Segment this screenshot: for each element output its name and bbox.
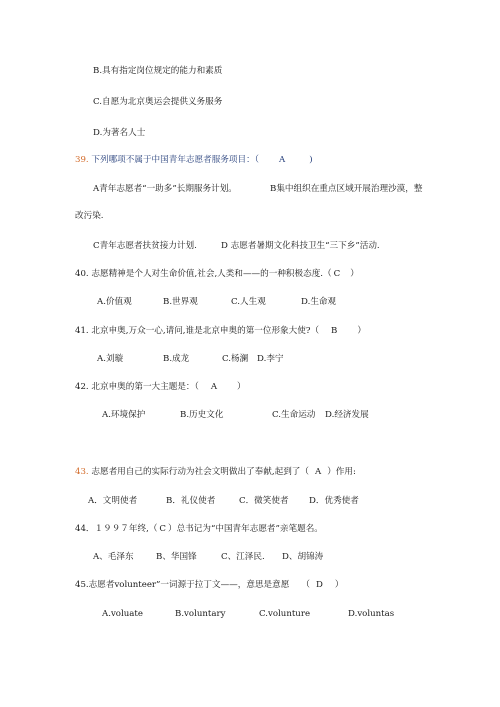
q39-option-b-cont: 改污染. — [75, 211, 104, 221]
q38-option-d: D.为著名人士 — [93, 128, 146, 138]
q39-option-a: A青年志愿者“一助多”长期服务计划。 — [93, 184, 237, 194]
q41-close: ） — [357, 326, 366, 336]
q40-answer: C — [333, 269, 341, 279]
q42-option-b: B.历史文化 — [180, 410, 224, 420]
q39-option-d: D 志愿者暑期文化科技卫生“三下乡”活动. — [221, 241, 380, 251]
q43-question — [75, 467, 356, 478]
q43-option-d: D．优秀使者 — [309, 496, 359, 506]
q44-option-d: D、胡锦涛 — [282, 552, 324, 562]
q41-text: 41. 北京申奥,万众一心,请问,谁是北京申奥的第一位形象大使?（ — [75, 326, 320, 336]
q40-text: 40. 志愿精神是个人对生命价值,社会,人类和——的一种积极态度.（ — [75, 269, 332, 279]
q41-answer: B — [331, 326, 338, 336]
q45-close: ） — [334, 580, 344, 590]
q43-option-c: C．微笑使者 — [239, 496, 289, 506]
q45-text: 45.志愿者volunteer”一词源于拉丁文——，意思是意愿 — [75, 580, 290, 590]
q43-answer: A — [314, 467, 322, 477]
q39-text: 下列哪项不属于中国青年志愿者服务项目：（ — [88, 155, 259, 165]
q40-close: ） — [350, 269, 359, 279]
q45-question — [75, 580, 343, 591]
q39-number: 39. — [75, 155, 89, 165]
q45-answer: D — [315, 580, 323, 590]
q45-option-d: D.voluntas — [348, 609, 395, 619]
q44-text: 44．１９９７年终,（ — [75, 524, 158, 534]
q45-option-b: B.voluntary — [175, 609, 226, 619]
q43-close: ）作用: — [327, 467, 356, 477]
q38-option-b: B.具有指定岗位规定的能力和素质 — [93, 66, 223, 76]
q43-option-a: A．文明使者 — [88, 496, 138, 506]
q40-option-c: C.人生观 — [231, 297, 266, 307]
q40-question — [75, 269, 359, 280]
q40-option-a: A.价值观 — [97, 297, 132, 307]
q39-question — [75, 155, 313, 166]
q45-option-c: C.volunture — [259, 609, 311, 619]
q44-answer: C — [159, 524, 166, 534]
q44-option-a: A、毛泽东 — [93, 552, 134, 562]
q41-option-d: D.李宁 — [257, 354, 284, 364]
q45-option-a: A.voluate — [102, 609, 143, 619]
q43-text: 志愿者用自己的实际行动为社会文明做出了奉献,起到了（ — [88, 467, 309, 477]
q43-number: 43. — [75, 467, 89, 477]
q41-option-c: C.杨澜 — [222, 354, 249, 364]
q42-close: ） — [237, 382, 246, 392]
q40-option-b: B.世界观 — [163, 297, 198, 307]
q42-answer: A — [210, 382, 218, 392]
q39-option-c: C青年志愿者扶贫接力计划. — [93, 241, 197, 251]
q45-paren-open: （ — [301, 580, 310, 590]
q42-option-d: D.经济发展 — [325, 410, 369, 420]
q44-text-rest: ）总书记为“中国青年志愿者”亲笔题名。 — [168, 524, 323, 534]
q42-option-a: A.环境保护 — [102, 410, 146, 420]
q41-option-b: B.成龙 — [163, 354, 190, 364]
q44-question — [75, 524, 323, 535]
q39-answer: A — [278, 155, 286, 165]
q41-question — [75, 326, 366, 337]
q41-option-a: A.刘璇 — [97, 354, 124, 364]
q43-option-b: B．礼仪使者 — [166, 496, 216, 506]
q44-option-c: C、江泽民. — [221, 552, 265, 562]
q39-option-b: B集中组织在重点区域开展治理沙漠，整 — [270, 184, 423, 194]
q42-option-c: C.生命运动 — [272, 410, 316, 420]
q39-close: ) — [309, 155, 313, 165]
q42-text: 42. 北京申奥的第一大主题是：（ — [75, 382, 199, 392]
q40-option-d: D.生命观 — [301, 297, 337, 307]
q38-option-c: C.自愿为北京奥运会提供义务服务 — [93, 97, 223, 107]
q44-option-b: B、华国锋 — [156, 552, 197, 562]
q42-question — [75, 382, 246, 393]
